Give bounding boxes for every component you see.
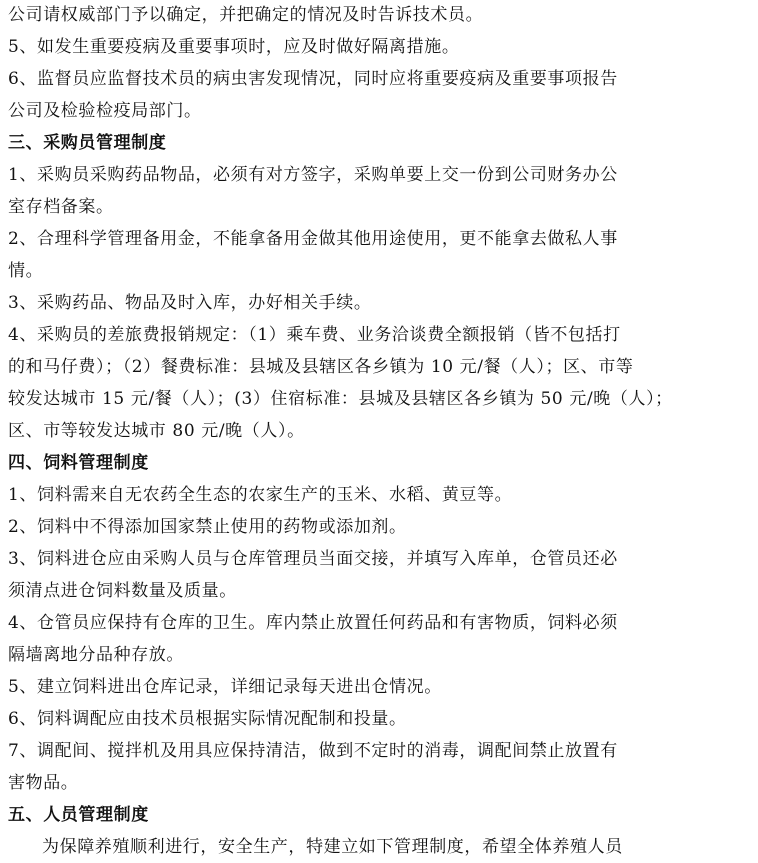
text-line: 室存档备案。 — [8, 197, 114, 217]
text-line: 公司及检验检疫局部门。 — [8, 101, 202, 121]
text-line: 5、建立饲料进出仓库记录，详细记录每天进出仓情况。 — [8, 677, 442, 697]
text-line: 为保障养殖顺利进行，安全生产，特建立如下管理制度，希望全体养殖人员 — [42, 837, 623, 857]
text-line: 1、采购员采购药品物品，必须有对方签字，采购单要上交一份到公司财务办公 — [8, 165, 618, 185]
text-line: 3、饲料进仓应由采购人员与仓库管理员当面交接，并填写入库单，仓管员还必 — [8, 549, 618, 569]
text-line: 情。 — [8, 261, 44, 281]
text-line: 的和马仔费）；（2）餐费标准：县城及县辖区各乡镇为 10 元/餐（人）；区、市等 — [8, 357, 634, 377]
text-line: 须清点进仓饲料数量及质量。 — [8, 581, 237, 601]
text-line: 较发达城市 15 元/餐（人）；(3）住宿标准：县城及县辖区各乡镇为 50 元/晚（人）； — [8, 389, 673, 409]
text-line: 公司请权威部门予以确定，并把确定的情况及时告诉技术员。 — [8, 5, 484, 25]
text-line: 2、合理科学管理备用金，不能拿备用金做其他用途使用，更不能拿去做私人事 — [8, 229, 618, 249]
text-line: 1、饲料需来自无农药全生态的农家生产的玉米、水稻、黄豆等。 — [8, 485, 513, 505]
text-line: 3、采购药品、物品及时入库，办好相关手续。 — [8, 293, 372, 313]
section-heading: 四、饲料管理制度 — [8, 453, 149, 473]
section-heading: 五、人员管理制度 — [8, 805, 149, 825]
section-heading: 三、采购员管理制度 — [8, 133, 167, 153]
document-page — [8, 0, 678, 863]
text-line: 害物品。 — [8, 773, 79, 793]
document-body — [8, 0, 678, 863]
text-line: 4、仓管员应保持有仓库的卫生。库内禁止放置任何药品和有害物质，饲料必须 — [8, 613, 618, 633]
text-line: 4、采购员的差旅费报销规定：（1）乘车费、业务洽谈费全额报销（皆不包括打 — [8, 325, 621, 345]
text-line: 5、如发生重要疫病及重要事项时，应及时做好隔离措施。 — [8, 37, 460, 57]
text-line: 6、饲料调配应由技术员根据实际情况配制和投量。 — [8, 709, 407, 729]
text-line: 6、监督员应监督技术员的病虫害发现情况，同时应将重要疫病及重要事项报告 — [8, 69, 618, 89]
text-line: 7、调配间、搅拌机及用具应保持清洁，做到不定时的消毒，调配间禁止放置有 — [8, 741, 618, 761]
text-line: 2、饲料中不得添加国家禁止使用的药物或添加剂。 — [8, 517, 407, 537]
text-line: 区、市等较发达城市 80 元/晚（人）。 — [8, 421, 305, 441]
text-line: 隔墙离地分品种存放。 — [8, 645, 184, 665]
